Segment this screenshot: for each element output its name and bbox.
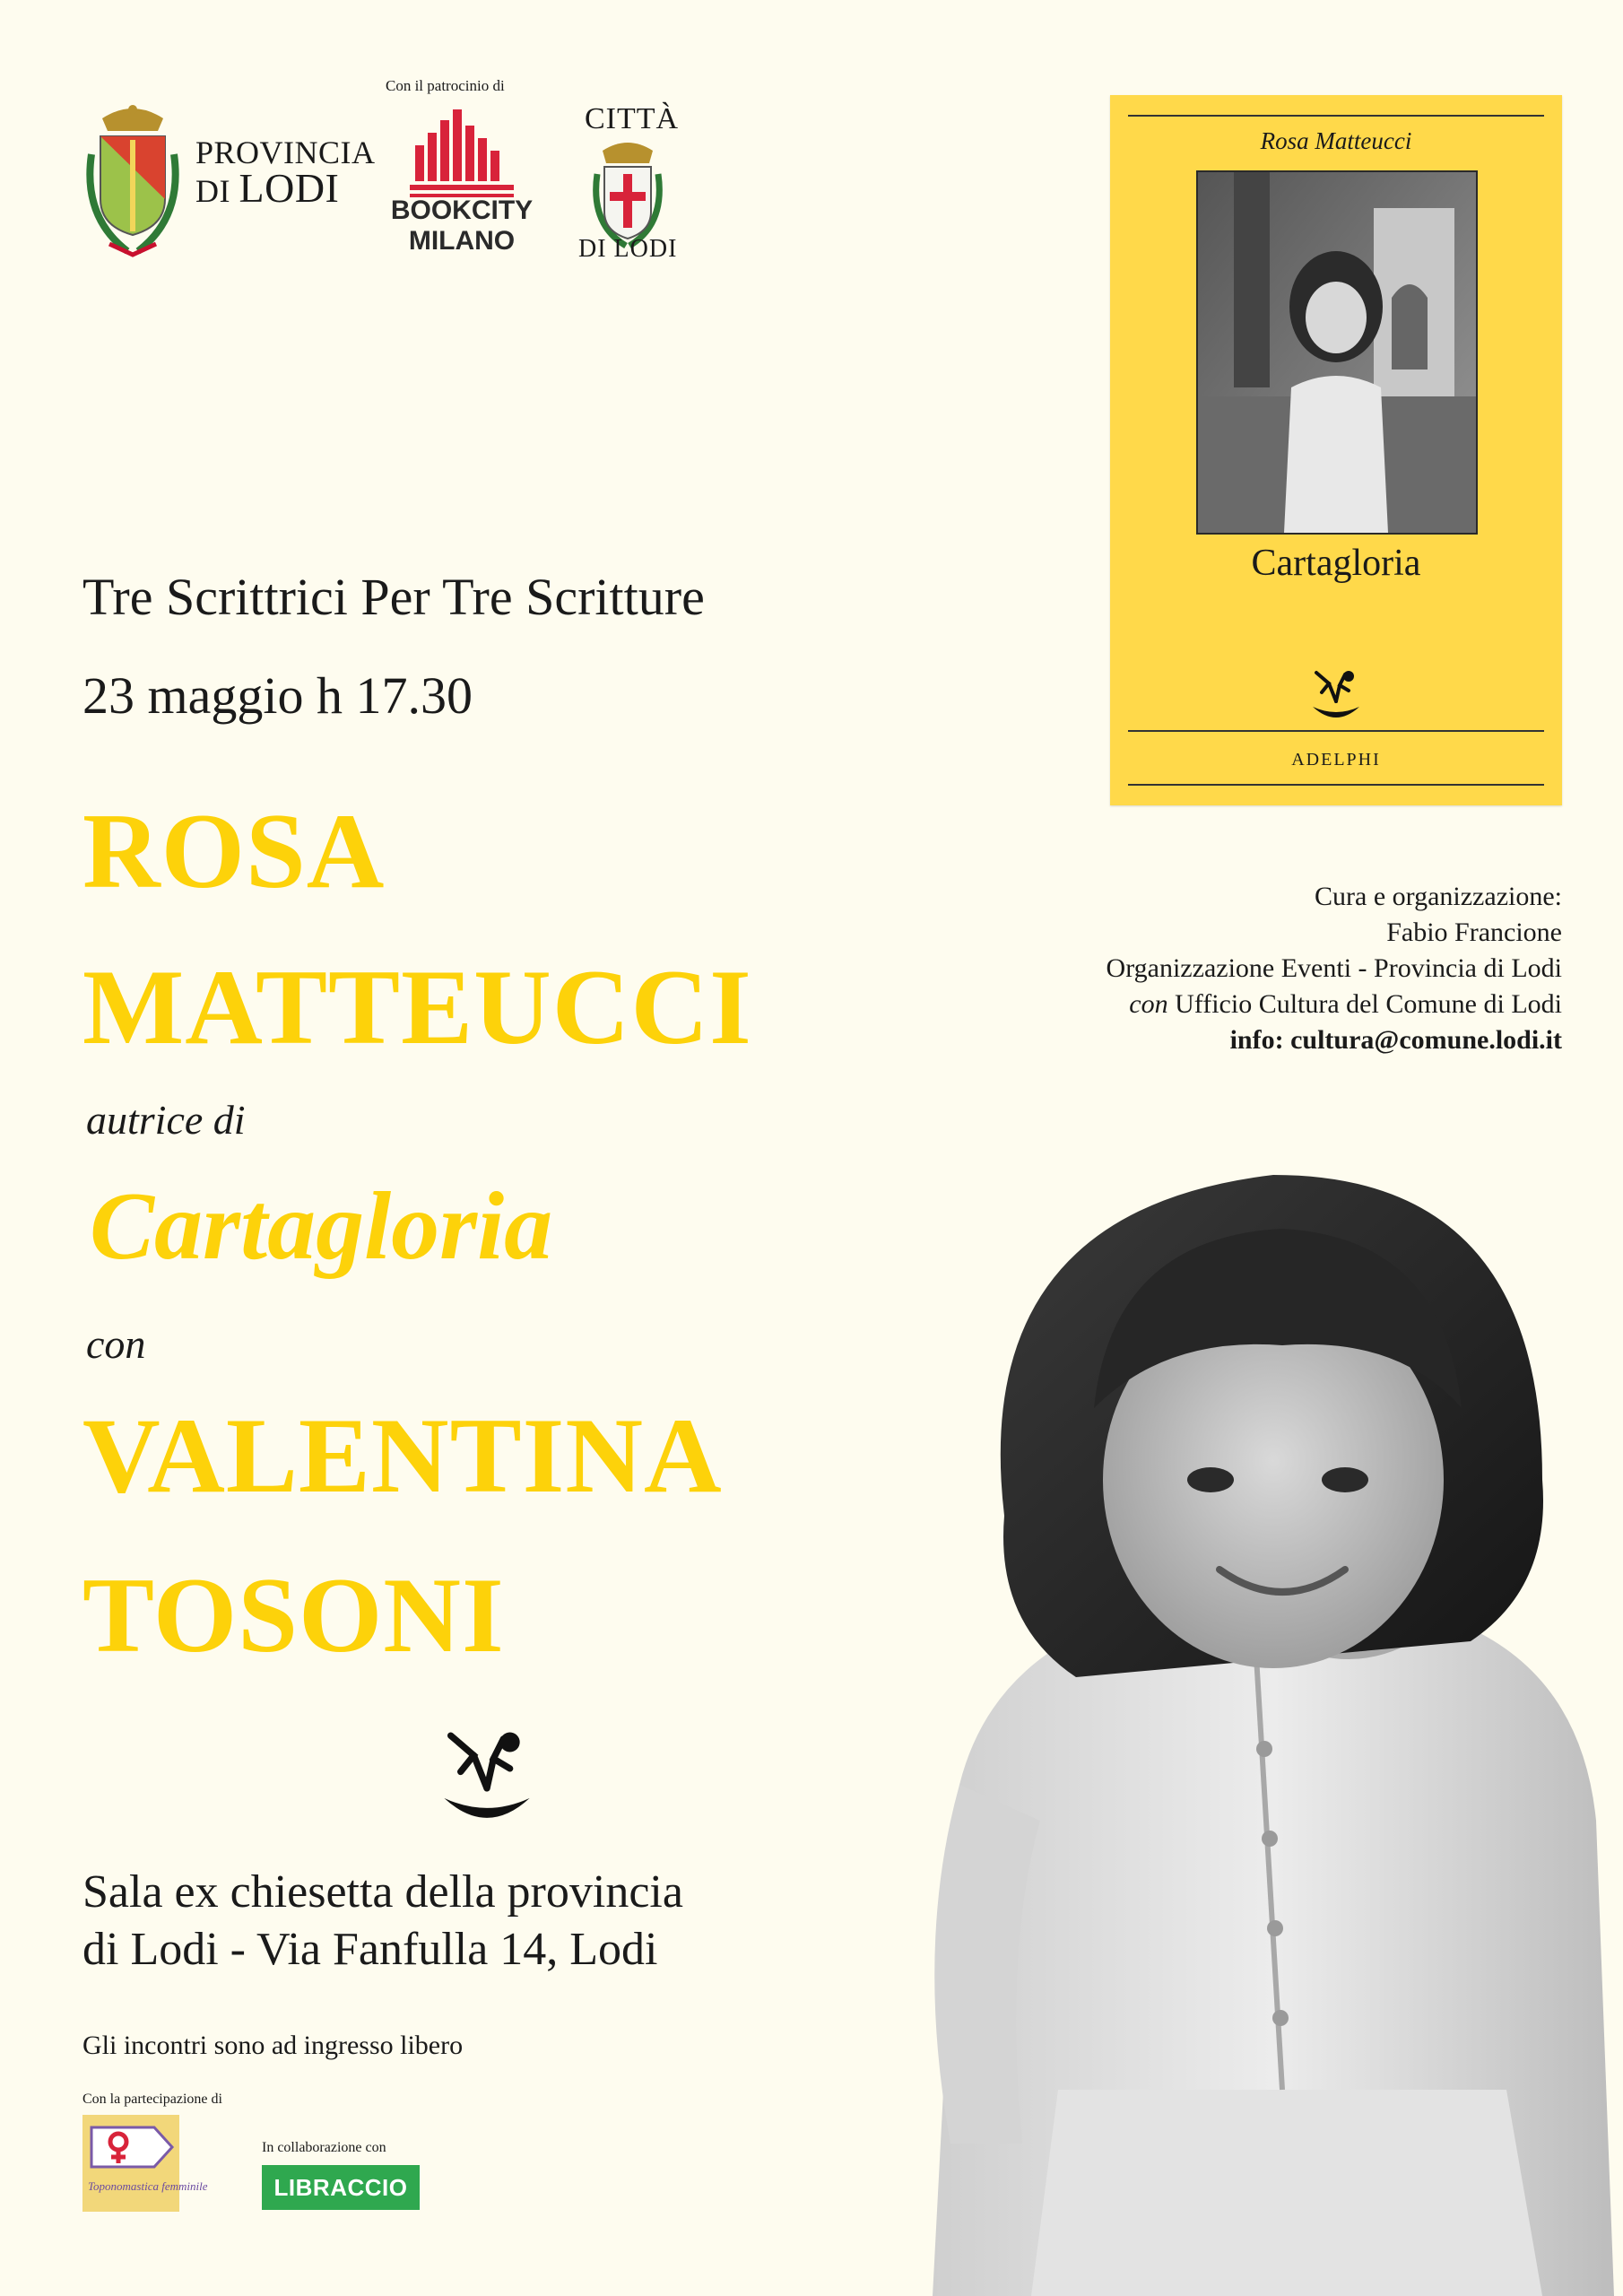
bookcity-line2: MILANO [408,226,516,256]
citta-logo-bottom: DI LODI [578,235,678,263]
org-line4-italic: con [1129,989,1168,1019]
autrice-di-label: autrice di [86,1097,246,1143]
toponomastica-logo-text: Toponomastica femminile [88,2179,208,2193]
adelphi-emblem-icon [1309,665,1363,725]
patrocinio-label: Con il patrocinio di [386,77,505,94]
event-venue [82,1864,683,1979]
girl-photo [897,1139,1623,2296]
book-cover-photo [1196,170,1478,535]
provincia-line1: PROVINCIA [195,135,376,170]
provincia-logo-text [195,135,376,209]
venue-line2: di Lodi - Via Fanfulla 14, Lodi [82,1924,658,1975]
org-line1: Cura e organizzazione: [1315,882,1562,911]
author-first-name: ROSA [82,791,386,910]
guest-last-name: TOSONI [82,1555,505,1674]
book-cover-author: Rosa Matteucci [1260,127,1412,154]
book-cover-photo-image [1198,172,1476,533]
toponomastica-femminile-logo [82,2115,208,2212]
partecipazione-label: Con la partecipazione di [82,2092,222,2107]
con-label: con [86,1321,146,1367]
org-line3: Organizzazione Eventi - Provincia di Lodi [1106,953,1562,983]
book-cover-publisher: ADELPHI [1291,750,1381,770]
bookcity-line1: BOOKCITY [390,196,534,225]
org-info-email: info: cultura@comune.lodi.it [1229,1025,1562,1055]
adelphi-emblem-large-icon [438,1722,536,1831]
citta-di-lodi-crest-logo [590,135,665,251]
libraccio-logo: LIBRACCIO [262,2165,420,2210]
book-cover-rule-end [1128,784,1544,786]
org-line2: Fabio Francione [1386,918,1562,947]
provincia-line2-prefix: DI [195,173,239,209]
organization-block [915,879,1562,1058]
org-line4: Ufficio Cultura del Comune di Lodi [1167,989,1562,1019]
book-cover-title: Cartagloria [1251,543,1421,584]
book-cover-rule-bottom [1128,730,1544,732]
event-subtitle: Tre Scrittrici Per Tre Scritture [82,568,705,626]
free-entry-note: Gli incontri sono ad ingresso libero [82,2031,464,2060]
collaborazione-label: In collaborazione con [262,2140,386,2155]
provincia-crest-logo [82,100,183,258]
provincia-line2: LODI [239,165,340,211]
bookcity-logo-text [377,196,547,257]
bookcity-logo [408,106,516,199]
venue-line1: Sala ex chiesetta della provincia [82,1866,683,1918]
featured-book-title: Cartagloria [90,1173,553,1280]
event-date: 23 maggio h 17.30 [82,666,473,725]
citta-logo-top: CITTÀ [585,102,680,135]
book-cover-rule-top [1128,115,1544,117]
guest-first-name: VALENTINA [82,1396,723,1515]
book-cover [1110,95,1562,805]
author-last-name: MATTEUCCI [82,947,752,1066]
